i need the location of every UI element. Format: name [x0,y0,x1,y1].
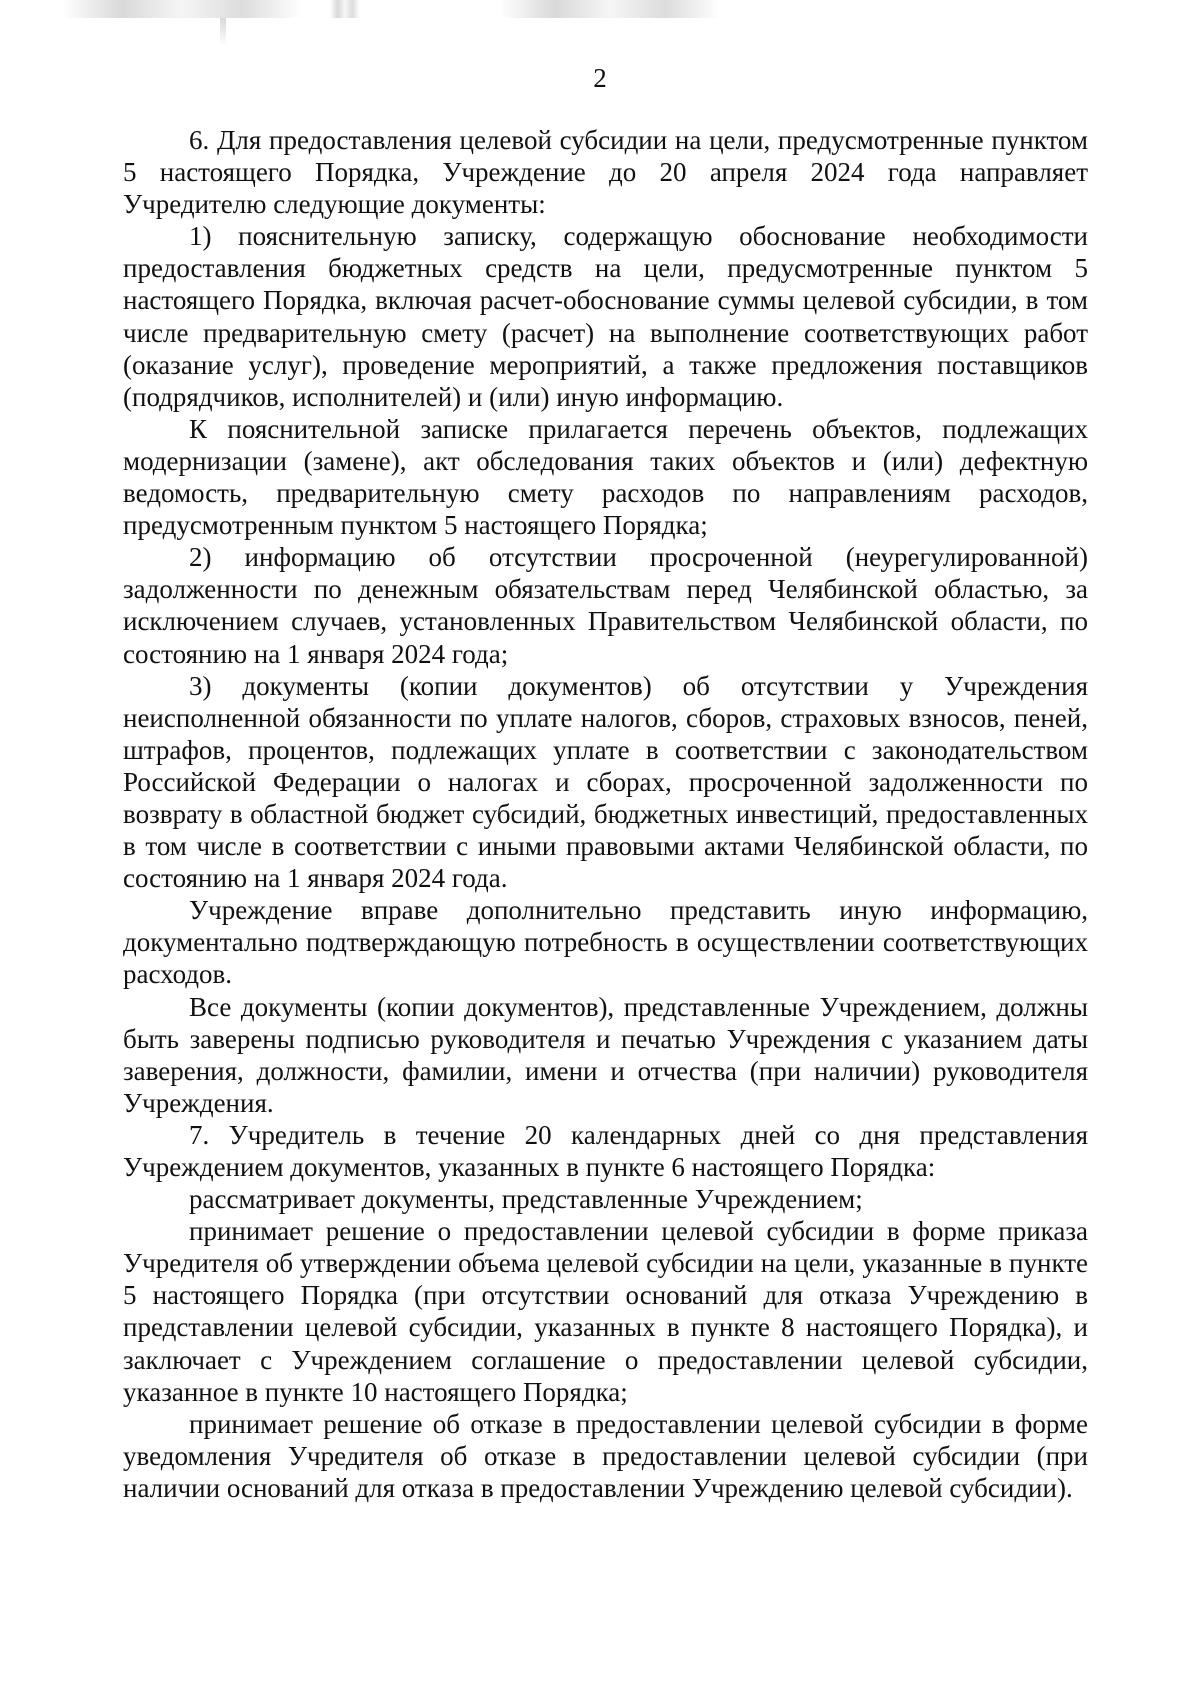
paragraph-7-intro: 7. Учредитель в течение 20 календарных дней со дня представления Учреждением документов, указанных в пункте 6 настоящего Порядка: [123,1119,1088,1182]
paragraph-6-intro: 6. Для предоставления целевой субсидии на цели, предусмотренные пунктом 5 настоящего Порядка, Учреждение до 20 апреля 2024 года направляет Учредителю следующие документы: [123,125,1088,220]
scan-artifact [500,0,720,18]
paragraph-7-decision-refusal: принимает решение об отказе в предоставлении целевой субсидии в форме уведомления Учредителя об отказе в предоставлении целевой субсидии (при наличии оснований для отказа в предоставлении Учреждению целевой субсидии). [123,1408,1088,1503]
paragraph-6-item-2: 2) информацию об отсутствии просроченной (неурегулированной) задолженности по денежным обязательствам перед Челябинской областью, за исключением случаев, установленных Правительством Челябинской области, по состоянию на 1 января 2024 года; [123,542,1088,669]
paragraph-7-review: рассматривает документы, представленные Учреждением; [189,1184,863,1215]
scan-artifact [62,0,302,18]
paragraph-6-item-3: 3) документы (копии документов) об отсутствии у Учреждения неисполненной обязанности по уплате налогов, сборов, страховых взносов, пеней, штрафов, процентов, подлежащих уплате в соответствии с законодательством Российской Федерации о налогах и сборах, просроченной задолженности по возврату в областной бюджет субсидий, бюджетных инвестиций, предоставленных в том числе в соответствии с иными правовыми актами Челябинской области, по состоянию на 1 января 2024 года. [123,670,1088,894]
paragraph-6-item-1: 1) пояснительную записку, содержащую обоснование необходимости предоставления бюджетных средств на цели, предусмотренные пунктом 5 настоящего Порядка, включая расчет-обоснование суммы целевой субсидии, в том числе предварительную смету (расчет) на выполнение соответствующих работ (оказание услуг), проведение мероприятий, а также предложения поставщиков (подрядчиков, исполнителей) и (или) иную информацию. [123,221,1088,412]
paragraph-7-decision-grant: принимает решение о предоставлении целевой субсидии в форме приказа Учредителя об утверждении объема целевой субсидии на цели, указанные в пункте 5 настоящего Порядка (при отсутствии оснований для отказа Учреждению в представлении целевой субсидии, указанных в пункте 8 настоящего Порядка), и заключает с Учреждением соглашение о предоставлении целевой субсидии, указанное в пункте 10 настоящего Порядка; [123,1216,1088,1407]
page-number: 2 [593,63,607,93]
paragraph-6-additional-info: Учреждение вправе дополнительно представить иную информацию, документально подтверждающую потребность в осуществлении соответствующих расходов. [123,895,1088,990]
paragraph-6-certification: Все документы (копии документов), представленные Учреждением, должны быть заверены подписью руководителя и печатью Учреждения с указанием даты заверения, должности, фамилии, имени и отчества (при наличии) руководителя Учреждения. [123,991,1088,1118]
scan-artifact [330,0,360,18]
document-body [123,124,1088,1504]
paragraph-6-item-1-attachment: К пояснительной записке прилагается перечень объектов, подлежащих модернизации (замене), акт обследования таких объектов и (или) дефектную ведомость, предварительную смету расходов по направлениям расходов, предусмотренным пунктом 5 настоящего Порядка; [123,413,1088,541]
scan-artifact [220,18,226,46]
